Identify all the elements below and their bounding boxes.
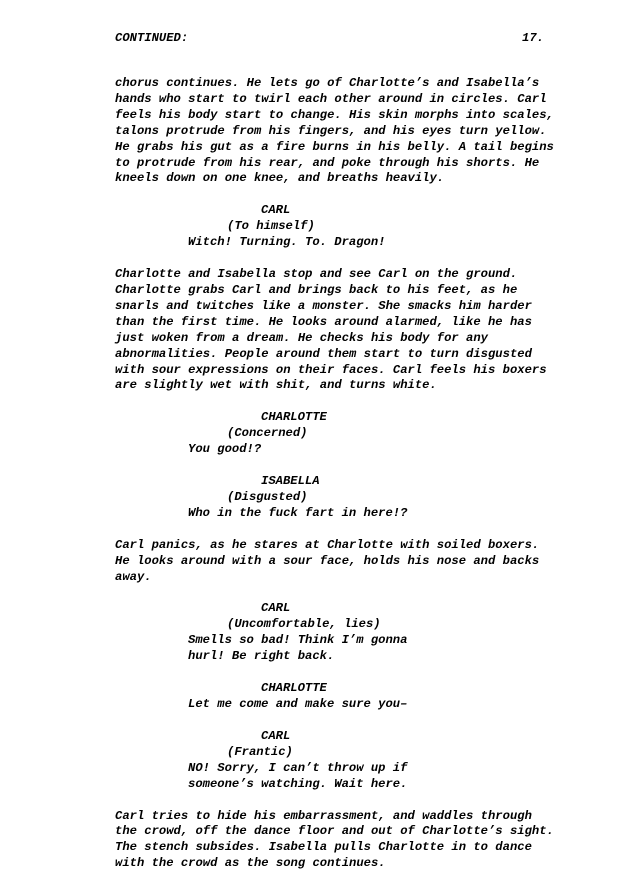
action-line: Carl tries to hide his embarrassment, and waddles through bbox=[115, 808, 532, 823]
action-paragraph bbox=[115, 267, 585, 394]
dialogue-block bbox=[115, 729, 585, 793]
action-line: He grabs his gut as a fire burns in his belly. A tail begins bbox=[115, 139, 554, 154]
continued-label: CONTINUED: bbox=[115, 31, 189, 45]
action-line: than the first time. He looks around alarmed, like he has bbox=[115, 314, 532, 329]
character-name: CARL bbox=[261, 728, 291, 743]
dialogue-block bbox=[115, 410, 585, 458]
dialogue-block bbox=[115, 203, 585, 251]
action-line: feels his body start to change. His skin morphs into scales, bbox=[115, 107, 554, 122]
action-line: abnormalities. People around them start to turn disgusted bbox=[115, 346, 532, 361]
page-number: 17. bbox=[522, 31, 544, 45]
dialogue-line: Let me come and make sure you– bbox=[188, 697, 408, 711]
dialogue-line: NO! Sorry, I can’t throw up if bbox=[188, 760, 408, 775]
parenthetical: (Frantic) bbox=[227, 744, 293, 759]
dialogue-line: hurl! Be right back. bbox=[188, 649, 335, 664]
dialogue-line: someone’s watching. Wait here. bbox=[188, 776, 408, 791]
action-line: Carl panics, as he stares at Charlotte with soiled boxers. bbox=[115, 537, 540, 552]
action-line: Charlotte and Isabella stop and see Carl on the ground. bbox=[115, 267, 518, 282]
parenthetical: (Disgusted) bbox=[227, 489, 308, 504]
action-line: chorus continues. He lets go of Charlotte’s and Isabella’s bbox=[115, 76, 540, 90]
character-name: CARL bbox=[261, 601, 291, 616]
action-line: away. bbox=[115, 569, 152, 584]
dialogue-line: Who in the fuck fart in here!? bbox=[188, 505, 408, 520]
action-line: with the crowd as the song continues. bbox=[115, 856, 386, 871]
character-name: CHARLOTTE bbox=[261, 410, 327, 425]
action-line: are slightly wet with shit, and turns white. bbox=[115, 378, 437, 393]
action-paragraph bbox=[115, 76, 585, 187]
action-line: to protrude from his rear, and poke through his shorts. He bbox=[115, 155, 540, 170]
character-name: CARL bbox=[261, 203, 291, 218]
parenthetical: (Concerned) bbox=[227, 426, 308, 441]
action-paragraph bbox=[115, 809, 585, 873]
action-line: Charlotte grabs Carl and brings back to his feet, as he bbox=[115, 282, 518, 297]
action-line: the crowd, off the dance floor and out of Charlotte’s sight. bbox=[115, 824, 554, 839]
action-line: just woken from a dream. He checks his body for any bbox=[115, 330, 488, 345]
dialogue-block bbox=[115, 601, 585, 665]
parenthetical: (Uncomfortable, lies) bbox=[227, 617, 381, 632]
script-body bbox=[115, 76, 585, 888]
character-name: CHARLOTTE bbox=[261, 681, 327, 696]
action-line: The stench subsides. Isabella pulls Charlotte in to dance bbox=[115, 840, 532, 855]
action-line: He looks around with a sour face, holds his nose and backs bbox=[115, 553, 540, 568]
dialogue-block bbox=[115, 474, 585, 522]
dialogue-block bbox=[115, 681, 585, 713]
parenthetical: (To himself) bbox=[227, 219, 315, 234]
character-name: ISABELLA bbox=[261, 474, 320, 489]
action-line: with sour expressions on their faces. Carl feels his boxers bbox=[115, 362, 547, 377]
dialogue-line: Witch! Turning. To. Dragon! bbox=[188, 235, 386, 250]
action-line: snarls and twitches like a monster. She smacks him harder bbox=[115, 298, 532, 313]
action-line: hands who start to twirl each other around in circles. Carl bbox=[115, 91, 547, 106]
action-line: kneels down on one knee, and breaths heavily. bbox=[115, 171, 445, 186]
action-paragraph bbox=[115, 538, 585, 586]
action-line: talons protrude from his fingers, and his eyes turn yellow. bbox=[115, 123, 547, 138]
dialogue-line: You good!? bbox=[188, 442, 262, 457]
dialogue-line: Smells so bad! Think I’m gonna bbox=[188, 633, 408, 648]
